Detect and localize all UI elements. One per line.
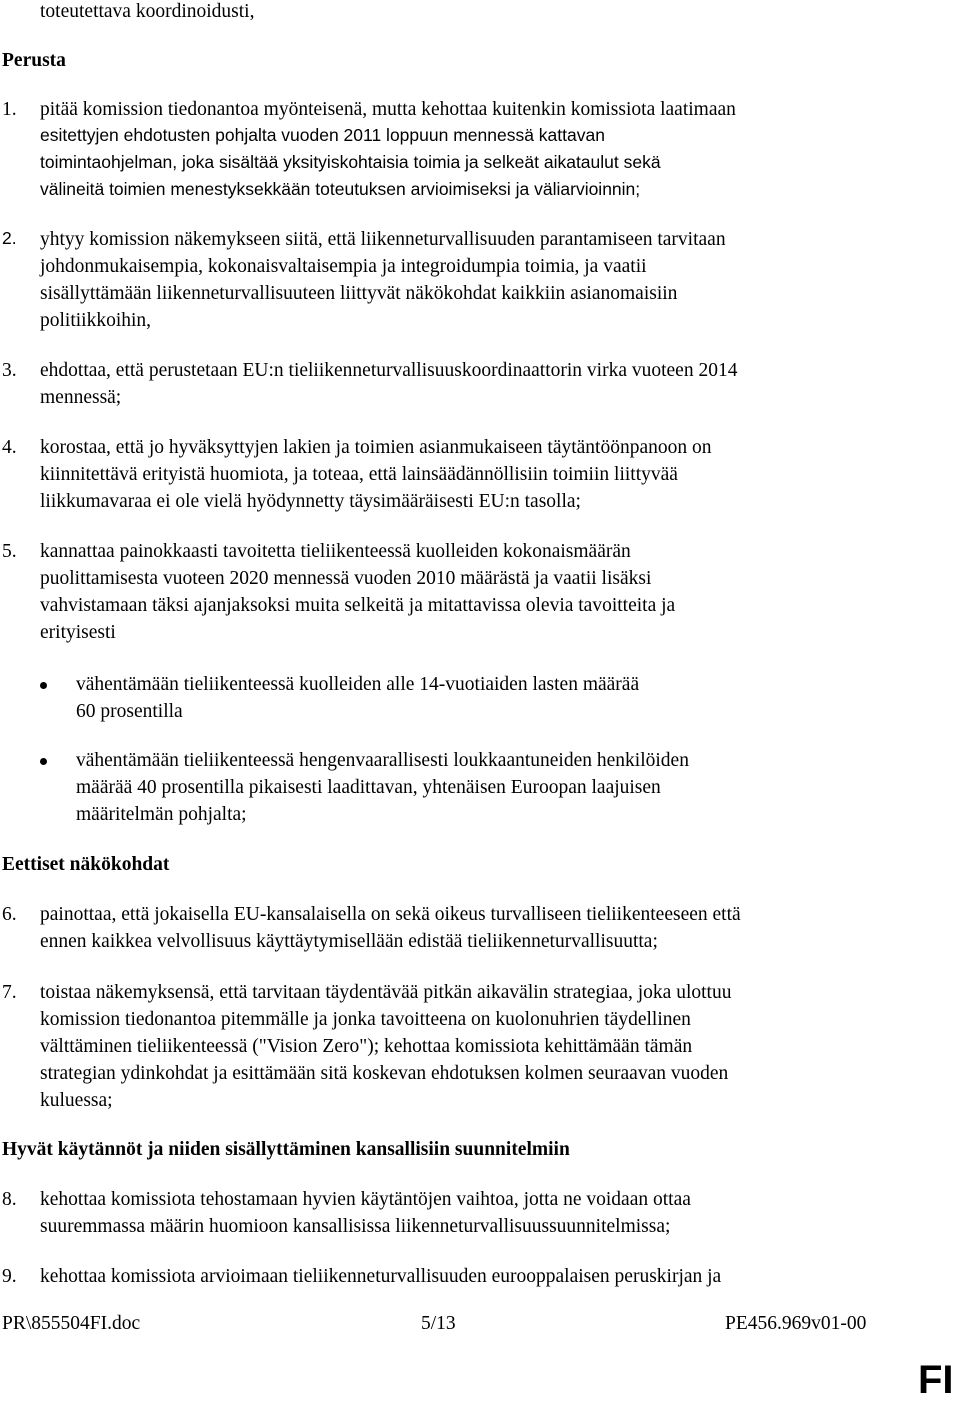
item-number: 3. <box>2 360 17 381</box>
item-text-line: kiinnitettävä erityistä huomiota, ja toteaa, että lainsäädännöllisiin toimiin liittyvää <box>40 464 678 485</box>
item-text-line: mennessä; <box>40 387 122 408</box>
section-heading-eettiset: Eettiset näkökohdat <box>2 854 170 875</box>
bullet-dot-icon <box>40 682 47 689</box>
item-text-line: välineitä toimien menestyksekkään toteutuksen arvioimiseksi ja väliarvioinnin; <box>40 179 641 199</box>
bullet-text-line: vähentämään tieliikenteessä kuolleiden alle 14-vuotiaiden lasten määrää <box>76 674 640 695</box>
language-code: FI <box>918 1358 954 1402</box>
item-text-line: strategian ydinkohdat ja esittämään sitä koskevan ehdotuksen kolmen seuraavan vuoden <box>40 1063 729 1084</box>
footer-page-number: 5/13 <box>421 1313 456 1334</box>
bullet-text-line: määritelmän pohjalta; <box>76 804 247 825</box>
bullet-dot-icon <box>40 758 47 765</box>
item-number: 7. <box>2 982 17 1003</box>
item-text-line: komission tiedonantoa pitemmälle ja jonka tavoitteena on kuolonuhrien täydellinen <box>40 1009 691 1030</box>
bullet-text-line: 60 prosentilla <box>76 701 183 722</box>
item-text-line: yhtyy komission näkemykseen siitä, että liikenneturvallisuuden parantamiseen tarvitaan <box>40 229 726 250</box>
item-number: 5. <box>2 541 17 562</box>
item-text-line: painottaa, että jokaisella EU-kansalaisella on sekä oikeus turvalliseen tieliikenteeseen että <box>40 904 741 925</box>
bullet-text-line: vähentämään tieliikenteessä hengenvaarallisesti loukkaantuneiden henkilöiden <box>76 750 689 771</box>
continued-text: toteutettava koordinoidusti, <box>40 1 255 22</box>
item-text-line: liikkumavaraa ei ole vielä hyödynnetty täysimääräisesti EU:n tasolla; <box>40 491 581 512</box>
item-text-line: johdonmukaisempia, kokonaisvaltaisempia ja integroidumpia toimia, ja vaatii <box>40 256 647 277</box>
bullet-text-line: määrää 40 prosentilla pikaisesti laadittavan, yhtenäisen Euroopan laajuisen <box>76 777 661 798</box>
item-number: 8. <box>2 1189 17 1210</box>
item-text-line: suuremmassa määrin huomioon kansallisissa liikenneturvallisuussuunnitelmissa; <box>40 1216 671 1237</box>
item-number: 1. <box>2 99 17 120</box>
item-text-line: kannattaa painokkaasti tavoitetta tieliikenteessä kuolleiden kokonaismäärän <box>40 541 631 562</box>
item-text-line: kuluessa; <box>40 1090 113 1111</box>
item-number: 6. <box>2 904 17 925</box>
item-text-line: esitettyjen ehdotusten pohjalta vuoden 2011 loppuun mennessä kattavan <box>40 125 605 145</box>
item-text-line: ehdottaa, että perustetaan EU:n tieliikenneturvallisuuskoordinaattorin virka vuoteen 2014 <box>40 360 738 381</box>
item-text-line: kehottaa komissiota tehostamaan hyvien käytäntöjen vaihtoa, jotta ne voidaan ottaa <box>40 1189 691 1210</box>
item-text-line: ennen kaikkea velvollisuus käyttäytymisellään edistää tieliikenneturvallisuutta; <box>40 931 658 952</box>
item-text-line: puolittamisesta vuoteen 2020 mennessä vuoden 2010 määrästä ja vaatii lisäksi <box>40 568 652 589</box>
footer-doc-ref: PR\855504FI.doc <box>2 1313 141 1334</box>
item-text-line: vahvistamaan täksi ajanjaksoksi muita selkeitä ja mitattavissa olevia tavoitteita ja <box>40 595 676 616</box>
section-heading-perusta: Perusta <box>2 50 66 71</box>
section-heading-hyvat: Hyvät käytännöt ja niiden sisällyttäminen kansallisiin suunnitelmiin <box>2 1139 570 1160</box>
item-number: 4. <box>2 437 17 458</box>
item-number: 2. <box>2 228 17 248</box>
item-text-line: kehottaa komissiota arvioimaan tieliikenneturvallisuuden eurooppalaisen peruskirjan ja <box>40 1266 722 1287</box>
item-text-line: sisällyttämään liikenneturvallisuuteen liittyvät näkökohdat kaikkiin asianomaisiin <box>40 283 678 304</box>
item-text-line: toistaa näkemyksensä, että tarvitaan täydentävää pitkän aikavälin strategiaa, joka ulottuu <box>40 982 732 1003</box>
item-text-line: toimintaohjelman, joka sisältää yksityiskohtaisia toimia ja selkeät aikataulut sekä <box>40 152 661 172</box>
item-text-line: erityisesti <box>40 622 116 643</box>
item-text-line: pitää komission tiedonantoa myönteisenä, mutta kehottaa kuitenkin komissiota laatimaan <box>40 99 736 120</box>
item-text-line: korostaa, että jo hyväksyttyjen lakien ja toimien asianmukaiseen täytäntöönpanoon on <box>40 437 712 458</box>
item-number: 9. <box>2 1266 17 1287</box>
footer-pe-ref: PE456.969v01-00 <box>725 1313 867 1334</box>
item-text-line: välttäminen tieliikenteessä ("Vision Zero"); kehottaa komissiota kehittämään tämän <box>40 1036 693 1057</box>
item-text-line: politiikkoihin, <box>40 310 152 331</box>
